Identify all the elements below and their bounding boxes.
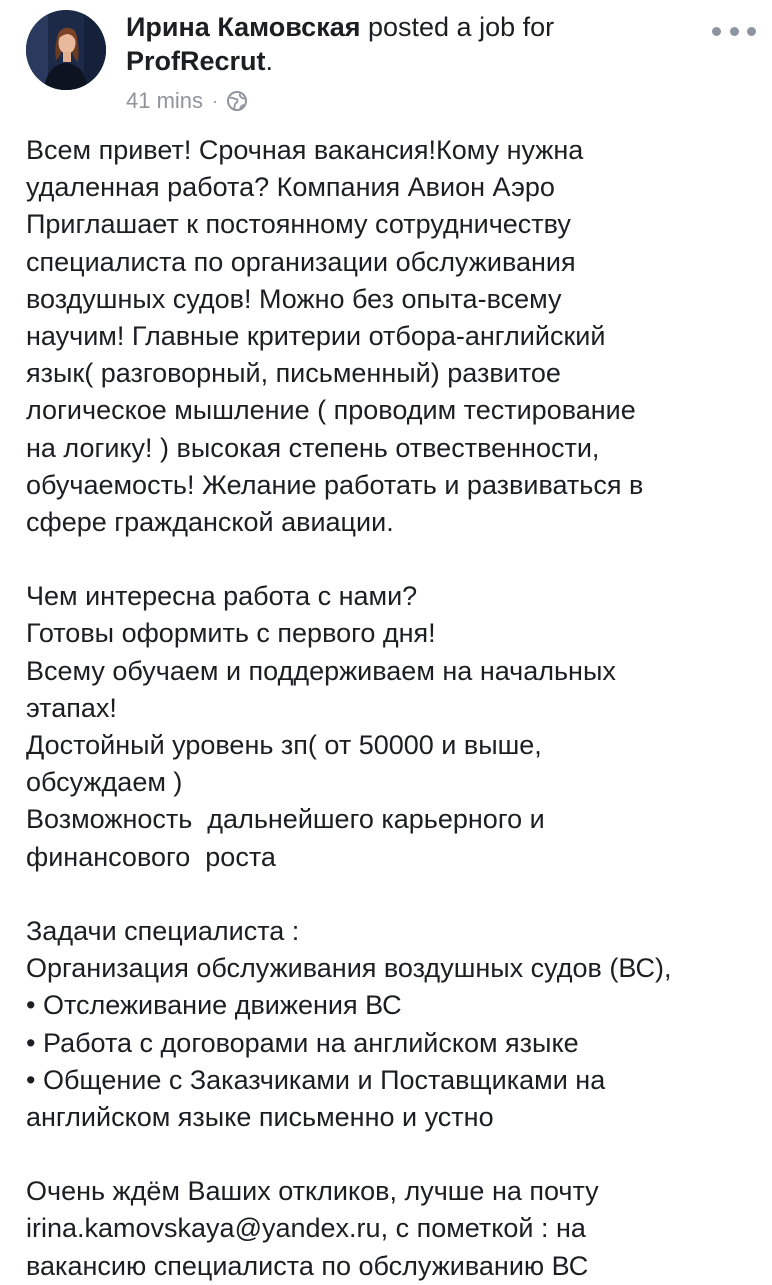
post-text-line: воздушных судов! Можно без опыта-всему bbox=[26, 283, 562, 314]
paragraph-gap bbox=[26, 876, 756, 913]
post-text-line: специалиста по организации обслуживания bbox=[26, 246, 576, 277]
post-meta bbox=[126, 86, 248, 116]
meta-separator: · bbox=[212, 90, 219, 111]
avatar[interactable] bbox=[26, 10, 106, 90]
author-name[interactable]: Ирина Камовская bbox=[126, 12, 361, 42]
post-text-line: • Общение с Заказчиками и Поставщиками на bbox=[26, 1064, 606, 1095]
post-body bbox=[26, 132, 756, 1285]
post-text-line: Очень ждём Ваших откликов, лучше на почту bbox=[26, 1176, 599, 1207]
post-action-text: posted a job for bbox=[360, 12, 555, 42]
post-text-line: • Работа с договорами на английском языке bbox=[26, 1027, 579, 1058]
post-text-line: Возможность дальнейшего карьерного и bbox=[26, 804, 545, 835]
paragraph-gap bbox=[26, 1136, 756, 1173]
post-text-line: Всем привет! Срочная вакансия!Кому нужна bbox=[26, 135, 584, 165]
post-text-line: логическое мышление ( проводим тестирование bbox=[26, 395, 636, 426]
post-text-line: Приглашает к постоянному сотрудничеству bbox=[26, 209, 571, 240]
globe-icon[interactable] bbox=[226, 90, 248, 112]
post-text-line: английском языке письменно и устно bbox=[26, 1101, 494, 1132]
post-text-line: этапах! bbox=[26, 692, 117, 723]
post-text-line: сфере гражданской авиации. bbox=[26, 506, 394, 537]
profile-photo bbox=[26, 10, 106, 90]
paragraph-gap bbox=[26, 541, 756, 578]
post-text-line: удаленная работа? Компания Авион Аэро bbox=[26, 172, 555, 203]
post-text-line: вакансию специалиста по обслуживанию ВС bbox=[26, 1250, 589, 1281]
post-text-line: научим! Главные критерии отбора-английский bbox=[26, 320, 606, 351]
post-text-line: финансового роста bbox=[26, 841, 276, 872]
more-options-button[interactable] bbox=[712, 20, 756, 42]
post-text-line: обучаемость! Желание работать и развиваться в bbox=[26, 469, 644, 500]
more-dot bbox=[747, 27, 756, 36]
post-text-line-email bbox=[26, 1210, 756, 1247]
post-timestamp[interactable]: 41 mins bbox=[126, 88, 204, 113]
post-text-line: Всему обучаем и поддерживаем на начальных bbox=[26, 655, 616, 686]
post-text-line: Чем интересна работа с нами? bbox=[26, 581, 418, 612]
post-text-line: на логику! ) высокая степень отвественности, bbox=[26, 432, 600, 463]
post-text-line: • Отслеживание движения ВС bbox=[26, 990, 402, 1021]
post-text-line: язык( разговорный, письменный) развитое bbox=[26, 358, 561, 389]
header-period: . bbox=[265, 46, 274, 76]
page-name-link[interactable]: ProfRecrut bbox=[126, 46, 266, 76]
post-text-line: обсуждаем ) bbox=[26, 767, 183, 798]
more-dot bbox=[712, 27, 721, 36]
post-text-line: Задачи специалиста : bbox=[26, 915, 300, 946]
post-text-line: Организация обслуживания воздушных судов (ВС), bbox=[26, 953, 672, 984]
post-header bbox=[0, 0, 772, 128]
email-link[interactable]: irina.kamovskaya@yandex.ru bbox=[26, 1213, 381, 1244]
post-header-text bbox=[126, 10, 686, 78]
email-suffix: , с пометкой : на bbox=[380, 1213, 586, 1244]
more-dot bbox=[730, 27, 739, 36]
post-text-line: Готовы оформить с первого дня! bbox=[26, 618, 436, 649]
post-text-line: Достойный уровень зп( от 50000 и выше, bbox=[26, 730, 542, 760]
